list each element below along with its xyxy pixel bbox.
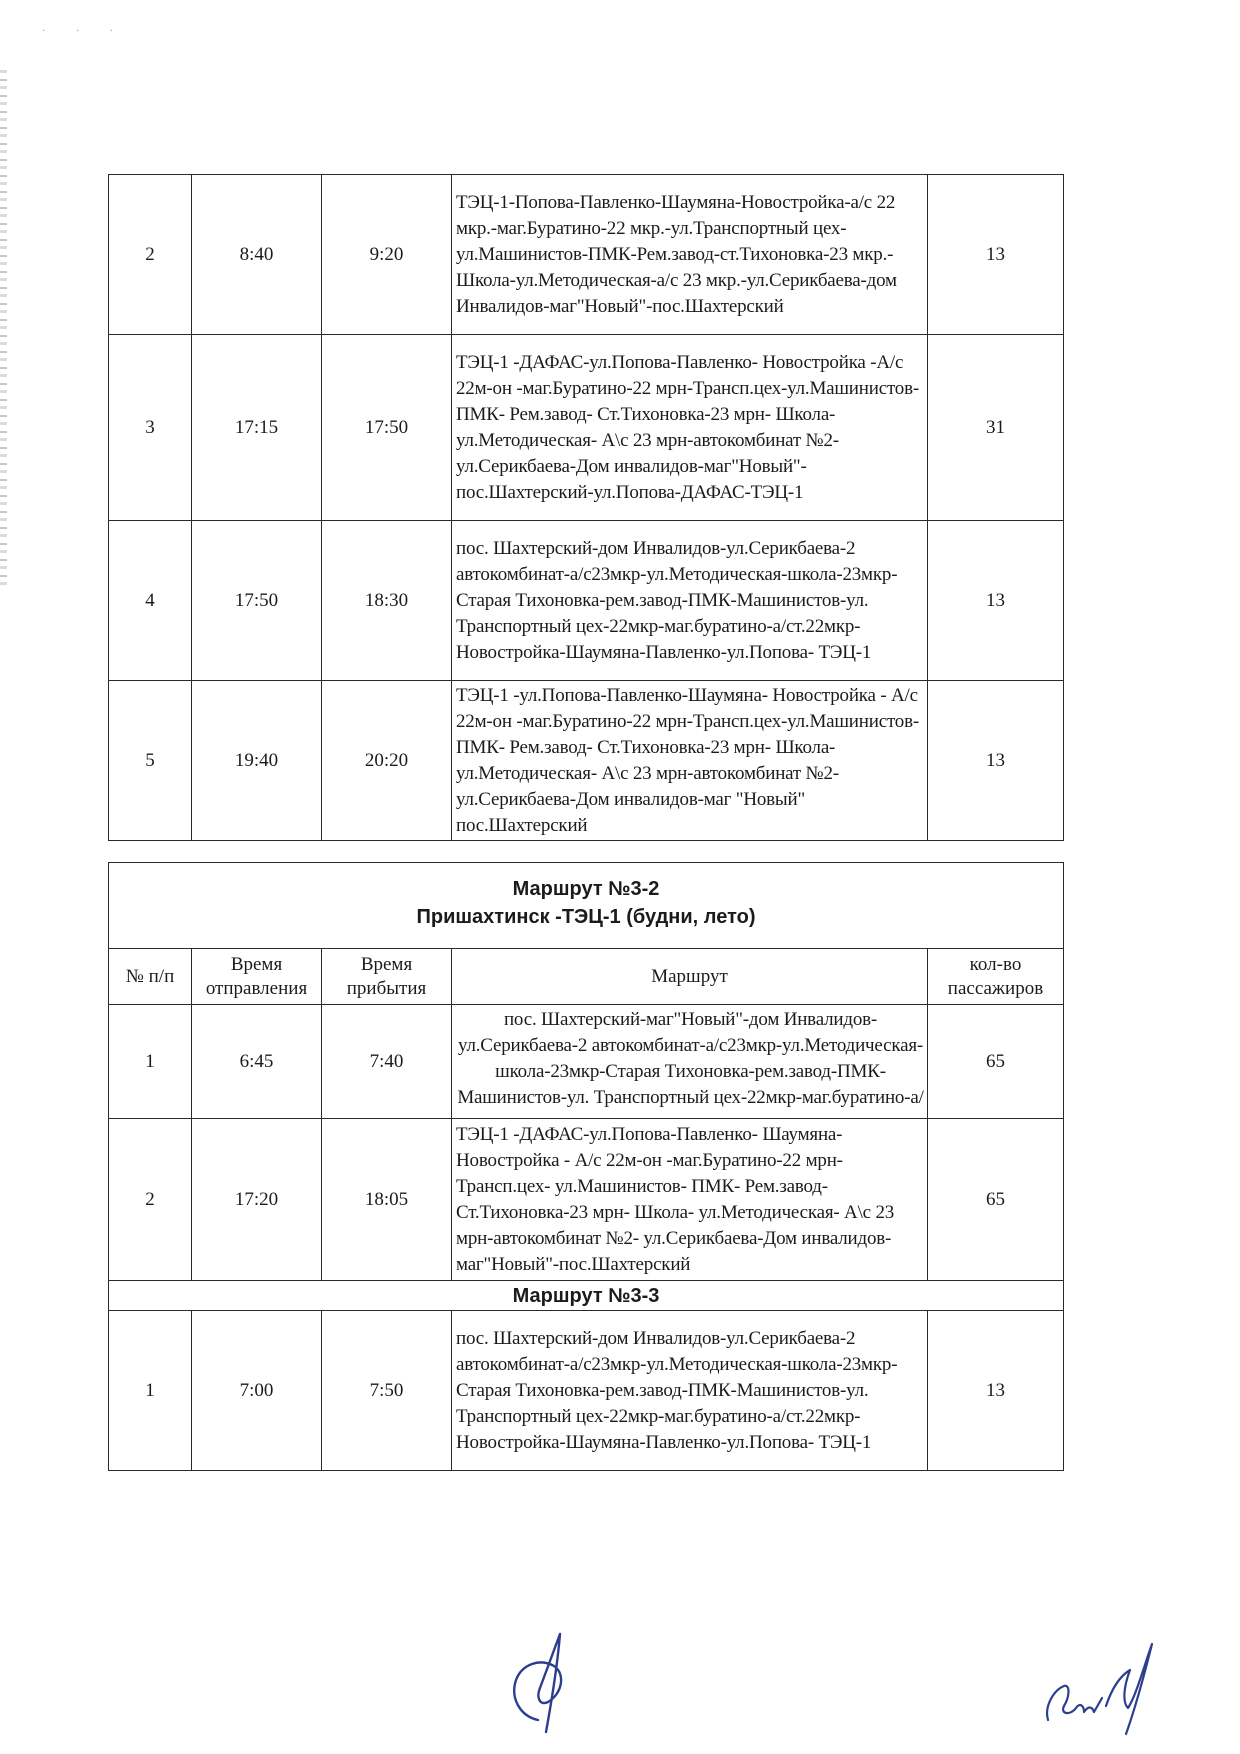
passenger-count: 13 [928, 175, 1064, 335]
column-header-route: Маршрут [452, 949, 928, 1005]
table-row [109, 681, 1064, 841]
schedule-table-continued [108, 174, 1064, 841]
route-description: пос. Шахтерский-дом Инвалидов-ул.Серикбаева-2 автокомбинат-а/с23мкр-ул.Методическая-школа-23мкр-Старая Тихоновка-рем.завод-ПМК-Машинистов-ул. Транспортный цех-22мкр-маг.буратино-а/ст.22мкр-Новостройка-Шаумяна-Павленко-ул.Попова- ТЭЦ-1 [452, 1311, 928, 1471]
route-description: пос. Шахтерский-дом Инвалидов-ул.Серикбаева-2 автокомбинат-а/с23мкр-ул.Методическая-школа-23мкр-Старая Тихоновка-рем.завод-ПМК-Машинистов-ул. Транспортный цех-22мкр-маг.буратино-а/ст.22мкр-Новостройка-Шаумяна-Павленко-ул.Попова- ТЭЦ-1 [452, 521, 928, 681]
arrival-time: 20:20 [322, 681, 452, 841]
route-description: ТЭЦ-1-Попова-Павленко-Шаумяна-Новостройка-а/с 22 мкр.-маг.Буратино-22 мкр.-ул.Транспортный цех-ул.Машинистов-ПМК-Рем.завод-ст.Тихоновка-23 мкр.-Школа-ул.Методическая-а/с 23 мкр.-ул.Серикбаева-дом Инвалидов-маг"Новый"-пос.Шахтерский [452, 175, 928, 335]
row-number: 1 [109, 1005, 192, 1119]
passenger-count: 65 [928, 1005, 1064, 1119]
row-number: 1 [109, 1311, 192, 1471]
arrival-time: 18:30 [322, 521, 452, 681]
table-header-row [109, 949, 1064, 1005]
row-number: 4 [109, 521, 192, 681]
table-row [109, 175, 1064, 335]
column-header-departure: Время отправления [192, 949, 322, 1005]
passenger-count: 31 [928, 335, 1064, 521]
table-row [109, 1311, 1064, 1471]
table-row [109, 1119, 1064, 1281]
table-row [109, 521, 1064, 681]
passenger-count: 13 [928, 521, 1064, 681]
route-description-cell [452, 1005, 928, 1119]
passenger-count: 13 [928, 1311, 1064, 1471]
passenger-count: 13 [928, 681, 1064, 841]
table-row [109, 1005, 1064, 1119]
table-row [109, 335, 1064, 521]
departure-time: 17:50 [192, 521, 322, 681]
row-number: 2 [109, 1119, 192, 1281]
scan-dots-artifact: · · · [42, 26, 127, 37]
route-title-block [109, 863, 1064, 949]
schedule-table-route-3-2 [108, 862, 1064, 1471]
signature-right-icon [1040, 1636, 1160, 1736]
route-3-3-title: Маршрут №3-3 [109, 1281, 1064, 1311]
arrival-time: 7:40 [322, 1005, 452, 1119]
route-subtitle: Пришахтинск -ТЭЦ-1 (будни, лето) [416, 906, 756, 928]
column-header-passengers: кол-во пассажиров [928, 949, 1064, 1005]
route-description: ТЭЦ-1 -ДАФАС-ул.Попова-Павленко- Новостройка -А/с 22м-он -маг.Буратино-22 мрн-Трансп.цех-ул.Машинистов- ПМК- Рем.завод- Ст.Тихоновка-23 мрн- Школа- ул.Методическая- А\с 23 мрн-автокомбинат №2- ул.Серикбаева-Дом инвалидов-маг"Новый"- пос.Шахтерский-ул.Попова-ДАФАС-ТЭЦ-1 [452, 335, 928, 521]
departure-time: 8:40 [192, 175, 322, 335]
route-title-row [109, 1281, 1064, 1311]
arrival-time: 9:20 [322, 175, 452, 335]
row-number: 5 [109, 681, 192, 841]
column-header-arrival: Время прибытия [322, 949, 452, 1005]
departure-time: 17:20 [192, 1119, 322, 1281]
row-number: 3 [109, 335, 192, 521]
arrival-time: 17:50 [322, 335, 452, 521]
route-description: пос. Шахтерский-маг"Новый"-дом Инвалидов-ул.Серикбаева-2 автокомбинат-а/с23мкр-ул.Методическая-школа-23мкр-Старая Тихоновка-рем.завод-ПМК-Машинистов-ул. Транспортный цех-22мкр-маг.буратино-а/ [457, 1009, 924, 1108]
departure-time: 6:45 [192, 1005, 322, 1119]
passenger-count: 65 [928, 1119, 1064, 1281]
route-title: Маршрут №3-2 [512, 878, 660, 900]
arrival-time: 18:05 [322, 1119, 452, 1281]
route-description: ТЭЦ-1 -ул.Попова-Павленко-Шаумяна- Новостройка - А/с 22м-он -маг.Буратино-22 мрн-Трансп.цех-ул.Машинистов- ПМК- Рем.завод- Ст.Тихоновка-23 мрн- Школа- ул.Методическая- А\с 23 мрн-автокомбинат №2- ул.Серикбаева-Дом инвалидов-маг "Новый" пос.Шахтерский [452, 681, 928, 841]
departure-time: 19:40 [192, 681, 322, 841]
column-header-number: № п/п [109, 949, 192, 1005]
signature-left-icon [500, 1628, 590, 1738]
route-title-row [109, 863, 1064, 949]
route-description: ТЭЦ-1 -ДАФАС-ул.Попова-Павленко- Шаумяна-Новостройка - А/с 22м-он -маг.Буратино-22 мрн-Трансп.цех- ул.Машинистов- ПМК- Рем.завод-Ст.Тихоновка-23 мрн- Школа- ул.Методическая- А\с 23 мрн-автокомбинат №2- ул.Серикбаева-Дом инвалидов- маг"Новый"-пос.Шахтерский [452, 1119, 928, 1281]
scan-edge-artifact [0, 70, 7, 590]
departure-time: 7:00 [192, 1311, 322, 1471]
arrival-time: 7:50 [322, 1311, 452, 1471]
row-number: 2 [109, 175, 192, 335]
departure-time: 17:15 [192, 335, 322, 521]
